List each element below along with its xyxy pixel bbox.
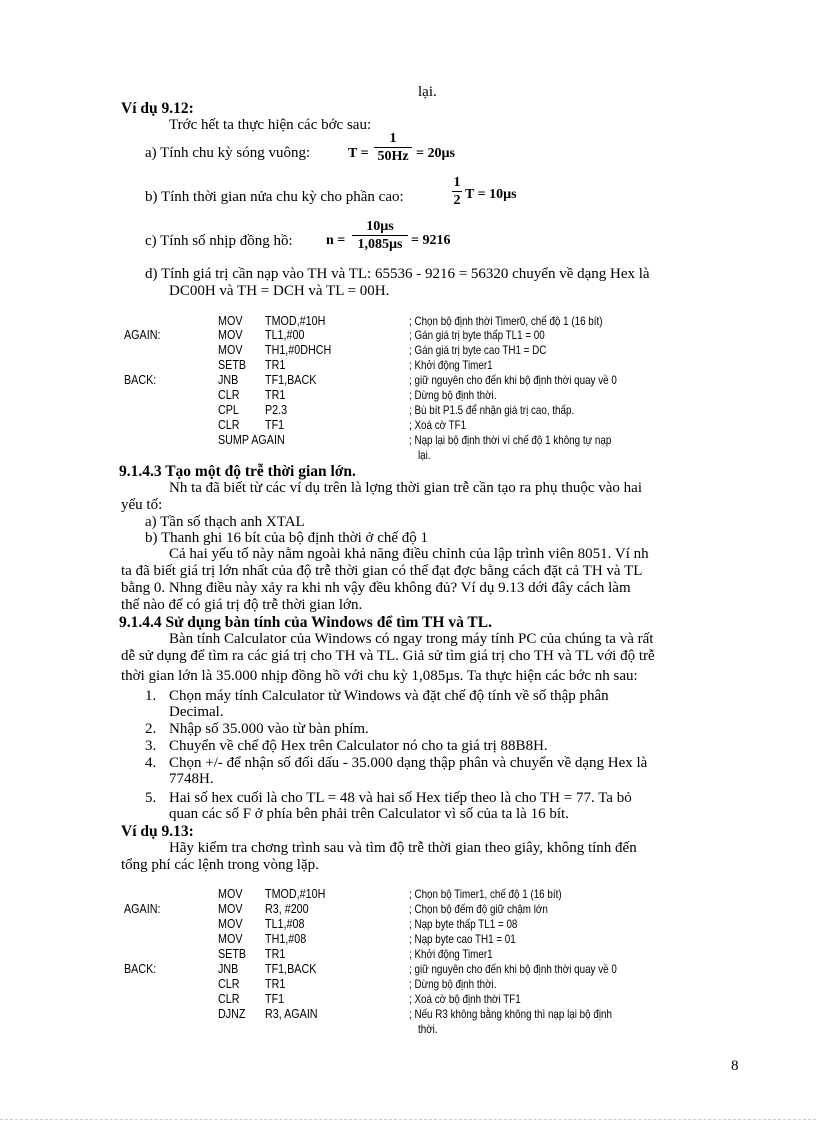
formula-c-num: 10µs	[366, 219, 394, 234]
code-comment: ; Gán giá trị byte thấp TL1 = 00	[409, 328, 545, 342]
formula-a-rhs: = 20µs	[416, 146, 455, 161]
formula-c-den: 1,085µs	[357, 237, 403, 252]
example-912-intro: Trớc hết ta thực hiện các bớc sau:	[169, 117, 372, 133]
code-arg: TF1	[265, 418, 285, 432]
code-arg: TR1	[265, 358, 286, 372]
code-op: MOV	[218, 932, 243, 946]
code-op: MOV	[218, 902, 243, 916]
code-op: MOV	[218, 917, 243, 931]
formula-b-den: 2	[453, 193, 461, 208]
section-9143-p1-line1: Nh ta đã biết từ các ví dụ trên là lợng thời gian trễ cần tạo ra phụ thuộc vào hai	[169, 480, 643, 496]
section-9144-p-line2: dễ sử dụng để tìm ra các giá trị cho TH và TL. Giả sử tìm giá trị cho TH và TL với độ trễ	[121, 648, 655, 664]
code-arg: TF1,BACK	[265, 962, 317, 976]
section-9143-p2-line3: bằng 0. Nhng điều này xảy ra khi nh vậy đều không đủ? Ví dụ 9.13 dới đây cách làm	[121, 580, 631, 596]
section-9143-p1-line2: yếu tố:	[121, 497, 163, 513]
step-text: Hai số hex cuối là cho TL = 48 và hai số Hex tiếp theo là cho TH = 77. Ta bỏ	[169, 790, 632, 806]
step-b-text: b) Tính thời gian nửa chu kỳ cho phần cao:	[145, 189, 404, 205]
section-9144-p-line1: Bàn tính Calculator của Windows có ngay trong máy tính PC của chúng ta và rất	[169, 631, 654, 647]
section-9144-heading: 9.1.4.4 Sử dụng bàn tính của Windows để tìm TH và TL.	[119, 614, 492, 631]
step-text: Nhập số 35.000 vào từ bàn phím.	[169, 721, 369, 737]
section-9144-p-line3: thời gian lớn là 35.000 nhịp đồng hồ với chu kỳ 1,085µs. Ta thực hiện các bớc nh sau:	[121, 668, 638, 684]
code-op: CLR	[218, 418, 240, 432]
step-d-line1: d) Tính giá trị cần nạp vào TH và TL: 65536 - 9216 = 56320 chuyển về dạng Hex là	[145, 266, 650, 282]
formula-b-rhs: T = 10µs	[465, 187, 517, 202]
code-op: MOV	[218, 328, 243, 342]
list-item-a: a) Tần số thạch anh XTAL	[145, 514, 305, 530]
code-op: MOV	[218, 343, 243, 357]
code-comment: ; giữ nguyên cho đến khi bộ định thời quay về 0	[409, 962, 617, 976]
section-9143-p2-line1: Cả hai yếu tố này nằm ngoài khả năng điều chỉnh của lập trình viên 8051. Ví nh	[169, 546, 649, 562]
code-comment: ; Nạp lại bộ định thời vì chế độ 1 không tự nạp	[409, 433, 612, 447]
example-913-p-line1: Hãy kiểm tra chơng trình sau và tìm độ trễ thời gian theo giây, không tính đến	[169, 840, 637, 856]
code-comment: ; Khởi động Timer1	[409, 947, 493, 961]
page-bottom-divider	[0, 1119, 816, 1120]
code-comment: ; Chọn bộ định thời Timer0, chế độ 1 (16 bít)	[409, 314, 603, 328]
step-a-text: a) Tính chu kỳ sóng vuông:	[145, 145, 311, 161]
step-d-line2: DC00H và TH = DCH và TL = 00H.	[169, 283, 390, 299]
code-arg: TL1,#00	[265, 328, 305, 342]
code-label: AGAIN:	[124, 902, 161, 916]
code-comment-continuation: thời.	[418, 1022, 438, 1036]
code-arg: TMOD,#10H	[265, 887, 326, 901]
code-arg: TR1	[265, 388, 286, 402]
step-number: 3.	[145, 738, 157, 754]
formula-a-fraction	[374, 130, 412, 165]
code-label: BACK:	[124, 373, 157, 387]
formula-c-lhs: n =	[326, 233, 346, 248]
formula-b-num: 1	[453, 175, 461, 190]
code-comment: ; Dừng bộ định thời.	[409, 977, 497, 991]
code-op: SETB	[218, 358, 247, 372]
code-label: BACK:	[124, 962, 157, 976]
formula-c-fraction	[352, 218, 408, 253]
step-number: 2.	[145, 721, 157, 737]
step-text: Chọn máy tính Calculator từ Windows và đặt chế độ tính về số thập phân	[169, 688, 609, 704]
code-op: JNB	[218, 373, 239, 387]
section-9143-p2-line2: ta đã biết giá trị lớn nhất của độ trễ thời gian có thể đạt đợc bằng cách đặt cả TH và TL	[121, 563, 643, 579]
list-item-b: b) Thanh ghi 16 bít của bộ định thời ở chế độ 1	[145, 530, 429, 546]
code-arg: TR1	[265, 977, 286, 991]
code-arg: R3, #200	[265, 902, 309, 916]
code-arg: TR1	[265, 947, 286, 961]
section-9143-p2-line4: thế nào để có giá trị độ trễ thời gian lớn.	[121, 597, 363, 613]
code-arg: R3, AGAIN	[265, 1007, 318, 1021]
code-comment-continuation: lại.	[418, 448, 431, 462]
code-op: JNB	[218, 962, 239, 976]
code-comment: ; Nạp byte cao TH1 = 01	[409, 932, 516, 946]
code-op: SETB	[218, 947, 247, 961]
code-arg: TH1,#08	[265, 932, 307, 946]
code-arg: TF1	[265, 992, 285, 1006]
step-text-cont: Decimal.	[169, 704, 224, 720]
step-text: Chuyển về chế độ Hex trên Calculator nó cho ta giá trị 88B8H.	[169, 738, 548, 754]
code-arg: P2.3	[265, 403, 288, 417]
example-912-heading: Ví dụ 9.12:	[121, 100, 194, 117]
step-text: Chọn +/- để nhận số đối dấu - 35.000 dạng thập phân và chuyển về dạng Hex là	[169, 755, 648, 771]
code-comment: ; Gán giá trị byte cao TH1 = DC	[409, 343, 547, 357]
code-label: AGAIN:	[124, 328, 161, 342]
code-op: MOV	[218, 314, 243, 328]
code-arg: TMOD,#10H	[265, 314, 326, 328]
step-number: 5.	[145, 790, 157, 806]
continuation-text: lại.	[418, 84, 437, 100]
code-op: CLR	[218, 992, 240, 1006]
code-arg: TH1,#0DHCH	[265, 343, 332, 357]
step-number: 4.	[145, 755, 157, 771]
code-comment: ; Xoá cờ TF1	[409, 418, 467, 432]
formula-a-lhs: T =	[348, 146, 369, 161]
formula-b-fraction	[452, 174, 462, 209]
code-op: CLR	[218, 977, 240, 991]
code-op: MOV	[218, 887, 243, 901]
code-comment: ; Dừng bộ định thời.	[409, 388, 497, 402]
code-comment: ; Nạp byte thấp TL1 = 08	[409, 917, 518, 931]
formula-a-den: 50Hz	[377, 149, 409, 164]
code-arg: TF1,BACK	[265, 373, 317, 387]
step-number: 1.	[145, 688, 157, 704]
example-913-heading: Ví dụ 9.13:	[121, 823, 194, 840]
step-c-text: c) Tính số nhịp đồng hồ:	[145, 233, 293, 249]
code-op: CPL	[218, 403, 239, 417]
code-comment: ; giữ nguyên cho đến khi bộ định thời quay về 0	[409, 373, 617, 387]
formula-a-num: 1	[389, 131, 397, 146]
formula-c-rhs: = 9216	[411, 233, 451, 248]
code-op: CLR	[218, 388, 240, 402]
code-comment: ; Nếu R3 không bằng không thì nạp lại bộ định	[409, 1007, 612, 1021]
code-op: DJNZ	[218, 1007, 246, 1021]
step-text-cont: 7748H.	[169, 771, 214, 787]
section-9143-heading: 9.1.4.3 Tạo một độ trễ thời gian lớn.	[119, 463, 356, 480]
code-arg: TL1,#08	[265, 917, 305, 931]
code-comment: ; Chọn bộ đếm độ giữ chậm lớn	[409, 902, 548, 916]
example-913-p-line2: tổng phí các lệnh trong vòng lặp.	[121, 857, 319, 873]
code-comment: ; Chọn bộ Timer1, chế độ 1 (16 bít)	[409, 887, 562, 901]
code-op: SUMP AGAIN	[218, 433, 285, 447]
step-text-cont: quan các số F ở phía bên phải trên Calculator vì số của ta là 16 bít.	[169, 806, 569, 822]
code-comment: ; Khởi động Timer1	[409, 358, 493, 372]
code-comment: ; Bù bít P1.5 để nhận giá trị cao, thấp.	[409, 403, 575, 417]
code-comment: ; Xoá cờ bộ định thời TF1	[409, 992, 521, 1006]
page-number: 8	[731, 1058, 739, 1074]
